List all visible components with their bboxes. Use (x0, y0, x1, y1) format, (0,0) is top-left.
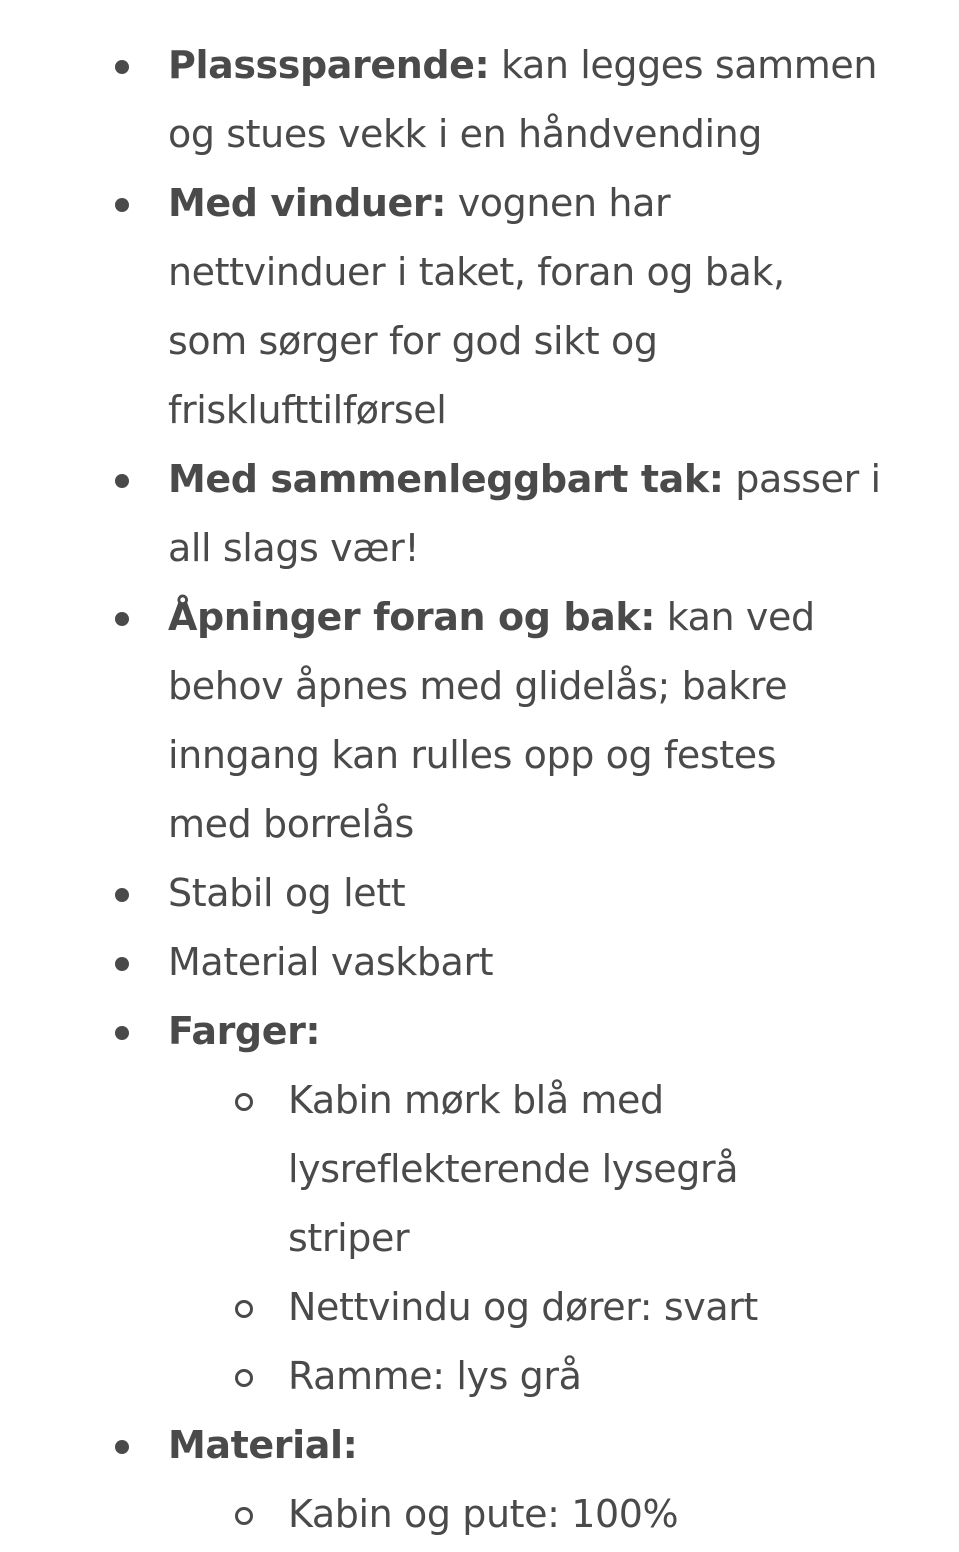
item-text: Material vaskbart (168, 940, 494, 984)
item-text: frisklufttilførsel (168, 388, 447, 432)
item-text: med borrelås (168, 802, 414, 846)
circle-bullet-icon (235, 1507, 253, 1525)
sub-list-item (0, 1273, 959, 1342)
circle-bullet-icon (235, 1369, 253, 1387)
sub-item-text: striper (288, 1216, 410, 1260)
list-item-farger (0, 997, 959, 1411)
item-label: Material: (168, 1423, 358, 1467)
sub-item-text: Ramme: lys grå (288, 1354, 582, 1398)
item-text: kan ved (655, 595, 815, 639)
item-text: kan legges sammen (489, 43, 878, 87)
item-text: passer i (723, 457, 881, 501)
item-text: nettvinduer i taket, foran og bak, (168, 250, 785, 294)
bullet-icon (115, 612, 129, 626)
bullet-icon (115, 60, 129, 74)
list-item-stabil (0, 859, 959, 928)
bullet-icon (115, 198, 129, 212)
bullet-icon (115, 1026, 129, 1040)
bullet-icon (115, 957, 129, 971)
item-label: Med vinduer: (168, 181, 447, 225)
bullet-icon (115, 1440, 129, 1454)
sub-item-text: Kabin og pute: 100% (288, 1492, 679, 1536)
item-label: Plasssparende: (168, 43, 490, 87)
sub-item-text: Kabin mørk blå med (288, 1078, 664, 1122)
sub-list-item (0, 1066, 959, 1273)
item-text: og stues vekk i en håndvending (168, 112, 763, 156)
sub-list-item (0, 1480, 959, 1549)
list-item-apninger (0, 583, 959, 859)
list-item-plasssparende (0, 31, 959, 169)
bullet-icon (115, 474, 129, 488)
circle-bullet-icon (235, 1093, 253, 1111)
list-item-material (0, 1411, 959, 1549)
sub-list-farger (0, 1066, 959, 1411)
sub-item-text: lysreflekterende lysegrå (288, 1147, 739, 1191)
list-item-sammenleggbart-tak (0, 445, 959, 583)
item-text: behov åpnes med glidelås; bakre (168, 664, 788, 708)
bullet-icon (115, 888, 129, 902)
sub-item-text: Nettvindu og dører: svart (288, 1285, 758, 1329)
item-text: all slags vær! (168, 526, 420, 570)
item-text: inngang kan rulles opp og festes (168, 733, 777, 777)
clipped-line-top (0, 0, 959, 31)
feature-list (0, 31, 959, 1549)
item-label: Farger: (168, 1009, 321, 1053)
circle-bullet-icon (235, 1300, 253, 1318)
item-text: som sørger for god sikt og (168, 319, 658, 363)
item-label: Åpninger foran og bak: (168, 595, 656, 639)
list-item-vaskbart (0, 928, 959, 997)
item-text: Stabil og lett (168, 871, 406, 915)
item-label: Med sammenleggbart tak: (168, 457, 724, 501)
sub-list-material (0, 1480, 959, 1549)
sub-list-item (0, 1342, 959, 1411)
list-item-med-vinduer (0, 169, 959, 445)
item-text: vognen har (446, 181, 671, 225)
